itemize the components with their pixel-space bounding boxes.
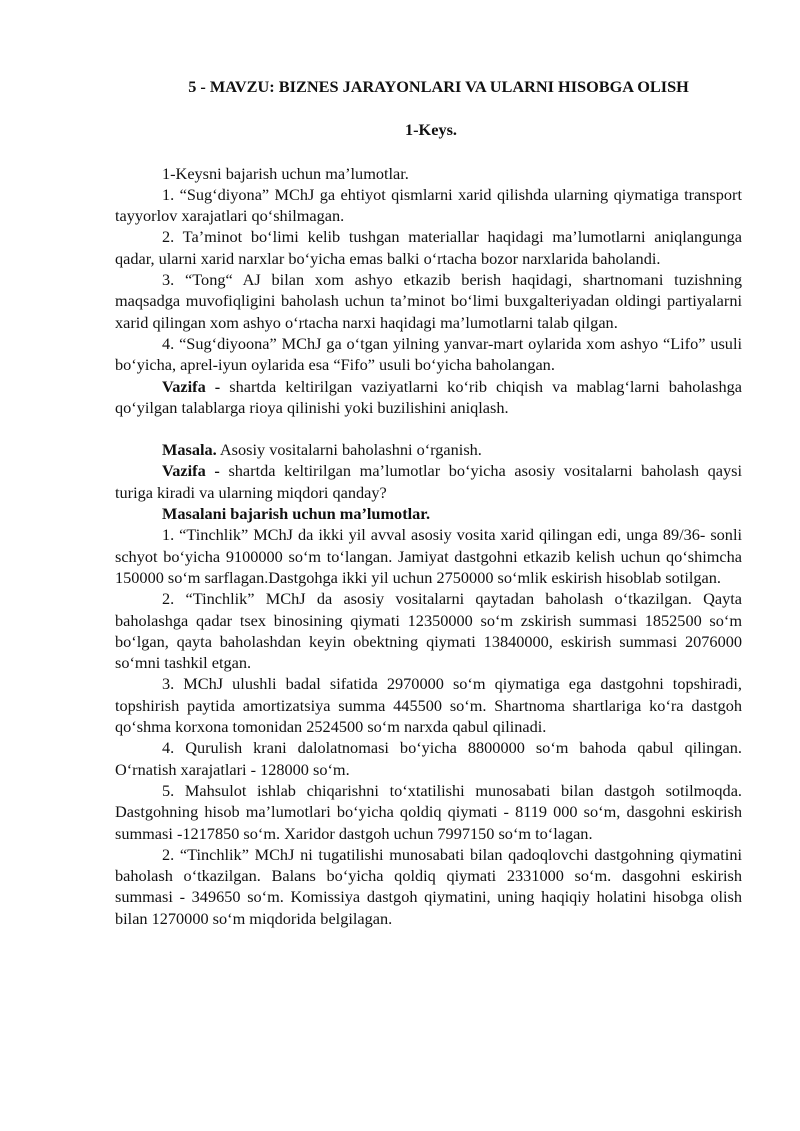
case-item-3: 3. “Tong“ AJ bilan xom ashyo etkazib berish haqidagi, shartnomani tuzishning maqsadga muvofiqligini baholash uchun ta’minot bo‘limi buxgalteriyadan oldingi partiyalarni xarid qilingan xom ashyo o‘rtacha narxi haqidagi ma’lumotlarni talab qilgan.: [115, 270, 742, 332]
document-title: 5 - MAVZU: BIZNES JARAYONLARI VA ULARNI HISOBGA OLISH: [188, 77, 689, 96]
problem-item-2: 2. “Tinchlik” MChJ da asosiy vositalarni qaytadan baholash o‘tkazilgan. Qayta baholashga qadar tsex binosining qiymati 12350000 so‘m zskirish summasi 1852500 so‘m bo‘lgan, qayta baholashdan keyin obektning qiymati 13840000, eskirish summasi 2076000 so‘mni tashkil etgan.: [115, 589, 742, 673]
problem-task-text: shartda keltirilgan ma’lumotlar bo‘yicha asosiy vositalarni baholash qaysi turiga kiradi va ularning miqdori qanday?: [115, 461, 742, 502]
case-item-4: 4. “Sug‘diyoona” MChJ ga o‘tgan yilning yanvar-mart oylarida xom ashyo “Lifo” usuli bo‘yicha, aprel-iyun oylarida esa “Fifo” usuli bo‘yicha baholangan.: [115, 333, 742, 375]
case-intro: 1-Keysni bajarish uchun ma’lumotlar.: [162, 163, 409, 183]
problem-item-6: 2. “Tinchlik” MChJ ni tugatilishi munosabati bilan qadoqlovchi dastgohning qiymatini baholash o‘tkazilgan. Balans bo‘yicha qoldiq qiymati 2331000 so‘m. dasgohni eskirish summasi - 349650 so‘m. Komissiya dastgoh qiymatini, uning haqiqiy holatini hisobga olish bilan 1270000 so‘m miqdorida belgilagan.: [115, 844, 742, 928]
problem-item-3: 3. MChJ ulushli badal sifatida 2970000 so‘m qiymatiga ega dastgohni topshiradi, topshirish paytida amortizatsiya summa 445500 so‘m. Shartnoma shartlariga ko‘ra dastgoh qo‘shma korxona tomonidan 2524500 so‘m narxda qabul qilinadi.: [115, 674, 742, 737]
case-task: [115, 376, 742, 419]
case-task-text: shartda keltirilgan vaziyatlarni ko‘rib chiqish va mablag‘larni baholashga qo‘yilgan talablarga rioya qilinishi yoki buzilishini aniqlash.: [115, 376, 742, 417]
problem-item-4: 4. Qurulish krani dalolatnomasi bo‘yicha 8800000 so‘m bahoda qabul qilingan. O‘rnatish xarajatlari - 128000 so‘m.: [115, 738, 742, 779]
problem-data-heading: Masalani bajarish uchun ma’lumotlar.: [162, 504, 431, 524]
case-subtitle: 1-Keys.: [405, 120, 457, 140]
problem-label: Masala.: [162, 440, 217, 460]
case-item-2: 2. Ta’minot bo‘limi kelib tushgan materiallar haqidagi ma’lumotlarni aniqlangunga qadar, ularni xarid narxlar bo‘yicha emas balki o‘rtacha bozor narxlarida baholandi.: [115, 227, 742, 268]
problem-task-label: Vazifa -: [162, 461, 220, 481]
problem-item-1: 1. “Tinchlik” MChJ da ikki yil avval asosiy vosita xarid qilingan edi, unga 89/36- sonli schyot bo‘yicha 9100000 so‘m to‘langan. Jamiyat dastgohni etkazib kelish uchun qo‘shimcha 150000 so‘m sarflagan.Dastgohga ikki yil uchun 2750000 so‘mlik eskirish hisoblab sotilgan.: [115, 525, 742, 587]
case-item-1: 1. “Sug‘diyona” MChJ ga ehtiyot qismlarni xarid qilishda ularning qiymatiga transport tayyorlov xarajatlari qo‘shilmagan.: [115, 184, 742, 226]
problem-item-5: 5. Mahsulot ishlab chiqarishni to‘xtatilishi munosabati bilan dastgoh sotilmoqda. Dastgohning hisob ma’lumotlari bo‘yicha qoldiq qiymati - 8119 000 so‘m, dasgohni eskirish summasi -1217850 so‘m. Xaridor dastgoh uchun 7997150 so‘m to‘lagan.: [115, 780, 742, 843]
case-task-label: Vazifa -: [162, 376, 221, 396]
document-page: [115, 76, 742, 929]
problem-task: [115, 460, 742, 503]
problem-statement: [115, 439, 742, 460]
problem-text: Asosiy vositalarni baholashni o‘rganish.: [216, 440, 482, 460]
